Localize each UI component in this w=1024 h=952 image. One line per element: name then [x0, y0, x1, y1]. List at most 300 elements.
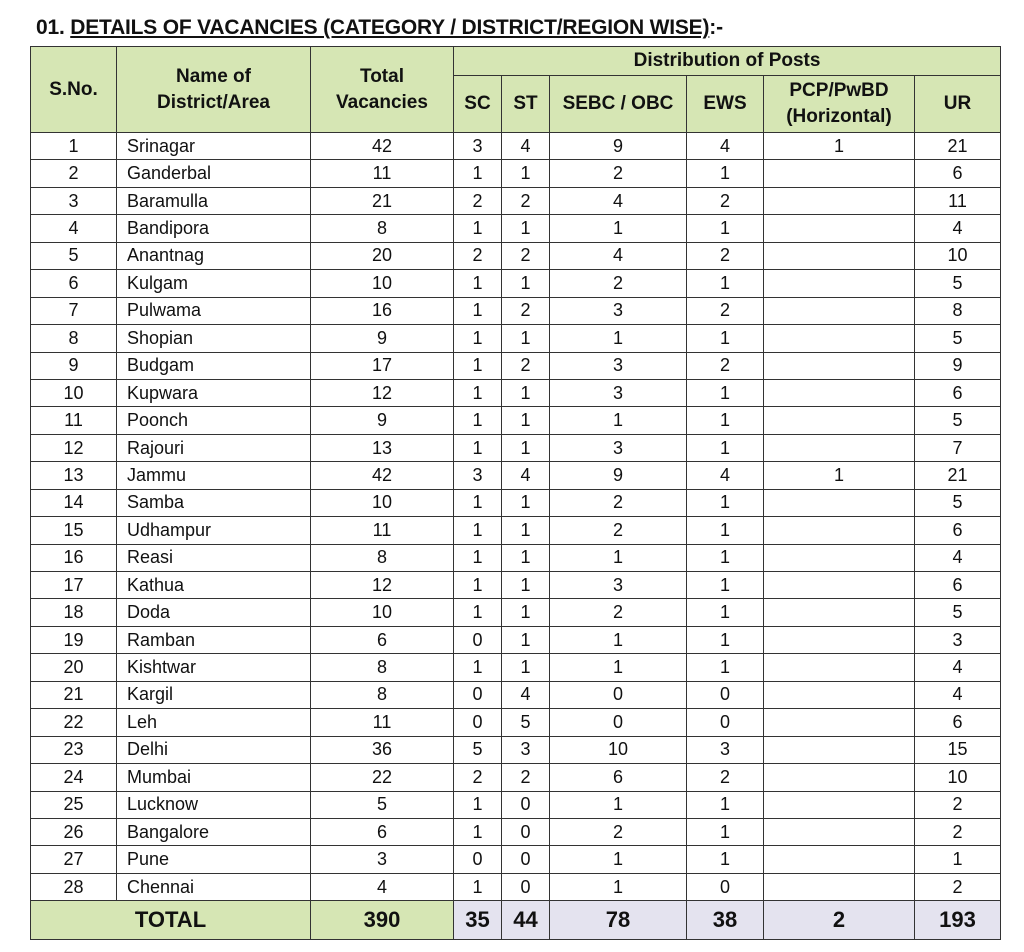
section-title: DETAILS OF VACANCIES (CATEGORY / DISTRICT/REGION WISE) [70, 16, 710, 39]
cell-obc: 2 [550, 818, 687, 845]
cell-obc: 3 [550, 572, 687, 599]
total-obc: 78 [550, 901, 687, 940]
cell-ur: 7 [915, 434, 1001, 461]
cell-ur: 5 [915, 407, 1001, 434]
cell-district: Mumbai [117, 764, 311, 791]
cell-district: Ramban [117, 626, 311, 653]
cell-st: 1 [502, 572, 550, 599]
header-obc: SEBC / OBC [550, 76, 687, 133]
cell-ur: 2 [915, 791, 1001, 818]
cell-pcp [764, 681, 915, 708]
cell-obc: 2 [550, 489, 687, 516]
table-row [31, 489, 1001, 516]
cell-total: 11 [311, 709, 454, 736]
cell-district: Baramulla [117, 187, 311, 214]
cell-ews: 1 [687, 654, 764, 681]
cell-sc: 3 [454, 133, 502, 160]
total-st: 44 [502, 901, 550, 940]
cell-sno: 18 [31, 599, 117, 626]
cell-sc: 1 [454, 297, 502, 324]
cell-district: Pulwama [117, 297, 311, 324]
cell-obc: 4 [550, 242, 687, 269]
cell-st: 0 [502, 873, 550, 900]
cell-ews: 2 [687, 297, 764, 324]
cell-pcp [764, 297, 915, 324]
cell-district: Doda [117, 599, 311, 626]
cell-ur: 9 [915, 352, 1001, 379]
cell-ews: 1 [687, 626, 764, 653]
vacancies-table [30, 46, 1001, 940]
cell-obc: 1 [550, 215, 687, 242]
cell-sc: 2 [454, 187, 502, 214]
cell-district: Samba [117, 489, 311, 516]
header-pcp-line1: PCP/PwBD [789, 80, 889, 101]
cell-ur: 15 [915, 736, 1001, 763]
cell-ews: 2 [687, 242, 764, 269]
cell-total: 22 [311, 764, 454, 791]
cell-obc: 9 [550, 133, 687, 160]
cell-st: 2 [502, 187, 550, 214]
cell-sno: 7 [31, 297, 117, 324]
cell-ews: 2 [687, 352, 764, 379]
cell-obc: 4 [550, 187, 687, 214]
cell-st: 2 [502, 297, 550, 324]
cell-pcp [764, 160, 915, 187]
section-suffix: :- [709, 16, 723, 39]
cell-pcp [764, 626, 915, 653]
cell-district: Kulgam [117, 270, 311, 297]
cell-st: 1 [502, 379, 550, 406]
total-row [31, 901, 1001, 940]
cell-sc: 1 [454, 325, 502, 352]
cell-district: Kathua [117, 572, 311, 599]
cell-district: Ganderbal [117, 160, 311, 187]
total-ews: 38 [687, 901, 764, 940]
cell-sc: 1 [454, 434, 502, 461]
cell-ews: 1 [687, 572, 764, 599]
cell-sno: 6 [31, 270, 117, 297]
cell-ur: 4 [915, 654, 1001, 681]
cell-sno: 25 [31, 791, 117, 818]
cell-obc: 1 [550, 791, 687, 818]
table-row [31, 709, 1001, 736]
cell-pcp [764, 544, 915, 571]
cell-ur: 4 [915, 681, 1001, 708]
cell-ews: 1 [687, 434, 764, 461]
cell-ur: 4 [915, 215, 1001, 242]
cell-ews: 2 [687, 187, 764, 214]
table-row [31, 379, 1001, 406]
cell-st: 0 [502, 818, 550, 845]
cell-sno: 17 [31, 572, 117, 599]
cell-pcp: 1 [764, 133, 915, 160]
cell-district: Reasi [117, 544, 311, 571]
header-pcp [764, 76, 915, 133]
cell-sno: 24 [31, 764, 117, 791]
total-sc: 35 [454, 901, 502, 940]
cell-pcp [764, 187, 915, 214]
cell-sc: 1 [454, 544, 502, 571]
cell-total: 6 [311, 626, 454, 653]
cell-pcp [764, 434, 915, 461]
cell-ews: 1 [687, 818, 764, 845]
cell-st: 1 [502, 654, 550, 681]
cell-ews: 0 [687, 681, 764, 708]
cell-sno: 28 [31, 873, 117, 900]
table-row [31, 791, 1001, 818]
cell-sc: 5 [454, 736, 502, 763]
cell-sc: 1 [454, 873, 502, 900]
cell-pcp [764, 489, 915, 516]
cell-sno: 3 [31, 187, 117, 214]
table-row [31, 764, 1001, 791]
cell-sno: 9 [31, 352, 117, 379]
cell-pcp [764, 873, 915, 900]
cell-district: Leh [117, 709, 311, 736]
cell-obc: 10 [550, 736, 687, 763]
cell-sno: 5 [31, 242, 117, 269]
cell-ews: 0 [687, 873, 764, 900]
cell-pcp [764, 379, 915, 406]
cell-total: 4 [311, 873, 454, 900]
cell-pcp [764, 818, 915, 845]
cell-ur: 2 [915, 873, 1001, 900]
cell-ur: 10 [915, 242, 1001, 269]
header-district [117, 47, 311, 133]
cell-district: Poonch [117, 407, 311, 434]
cell-obc: 1 [550, 626, 687, 653]
cell-st: 1 [502, 407, 550, 434]
cell-ur: 3 [915, 626, 1001, 653]
cell-ews: 1 [687, 160, 764, 187]
cell-st: 2 [502, 242, 550, 269]
cell-total: 8 [311, 215, 454, 242]
cell-st: 5 [502, 709, 550, 736]
cell-total: 17 [311, 352, 454, 379]
cell-ur: 6 [915, 379, 1001, 406]
header-total-line2: Vacancies [336, 91, 428, 113]
table-row [31, 215, 1001, 242]
cell-st: 1 [502, 325, 550, 352]
cell-obc: 2 [550, 517, 687, 544]
table-row [31, 517, 1001, 544]
table-row [31, 160, 1001, 187]
cell-obc: 3 [550, 434, 687, 461]
table-row [31, 242, 1001, 269]
cell-st: 3 [502, 736, 550, 763]
cell-total: 8 [311, 654, 454, 681]
cell-ews: 1 [687, 599, 764, 626]
cell-sc: 3 [454, 462, 502, 489]
table-row [31, 434, 1001, 461]
cell-ews: 4 [687, 133, 764, 160]
cell-ur: 6 [915, 160, 1001, 187]
cell-obc: 2 [550, 599, 687, 626]
header-ews: EWS [687, 76, 764, 133]
cell-district: Kupwara [117, 379, 311, 406]
table-row [31, 462, 1001, 489]
cell-st: 1 [502, 599, 550, 626]
total-vacancies: 390 [311, 901, 454, 940]
cell-pcp [764, 764, 915, 791]
cell-sc: 0 [454, 709, 502, 736]
cell-sc: 1 [454, 818, 502, 845]
cell-st: 4 [502, 462, 550, 489]
table-row [31, 873, 1001, 900]
cell-district: Delhi [117, 736, 311, 763]
cell-st: 1 [502, 517, 550, 544]
header-sno: S.No. [31, 47, 117, 133]
cell-sc: 2 [454, 242, 502, 269]
cell-sc: 1 [454, 352, 502, 379]
cell-ur: 21 [915, 462, 1001, 489]
table-row [31, 297, 1001, 324]
cell-obc: 0 [550, 709, 687, 736]
cell-ur: 10 [915, 764, 1001, 791]
cell-sno: 8 [31, 325, 117, 352]
cell-obc: 6 [550, 764, 687, 791]
cell-total: 5 [311, 791, 454, 818]
cell-total: 20 [311, 242, 454, 269]
header-ur: UR [915, 76, 1001, 133]
cell-ews: 1 [687, 379, 764, 406]
cell-ews: 1 [687, 215, 764, 242]
cell-total: 12 [311, 572, 454, 599]
header-district-line2: District/Area [157, 91, 270, 113]
cell-district: Bangalore [117, 818, 311, 845]
cell-pcp [764, 352, 915, 379]
cell-st: 4 [502, 133, 550, 160]
cell-sc: 1 [454, 407, 502, 434]
cell-st: 1 [502, 160, 550, 187]
cell-district: Pune [117, 846, 311, 873]
cell-ur: 4 [915, 544, 1001, 571]
cell-ur: 5 [915, 270, 1001, 297]
cell-ews: 1 [687, 846, 764, 873]
cell-total: 16 [311, 297, 454, 324]
cell-total: 36 [311, 736, 454, 763]
table-row [31, 133, 1001, 160]
cell-total: 12 [311, 379, 454, 406]
cell-sc: 1 [454, 379, 502, 406]
cell-total: 9 [311, 407, 454, 434]
cell-sc: 0 [454, 626, 502, 653]
cell-total: 11 [311, 160, 454, 187]
table-row [31, 599, 1001, 626]
cell-ur: 5 [915, 325, 1001, 352]
cell-st: 2 [502, 764, 550, 791]
cell-district: Rajouri [117, 434, 311, 461]
cell-sno: 22 [31, 709, 117, 736]
cell-sno: 2 [31, 160, 117, 187]
table-row [31, 736, 1001, 763]
cell-st: 0 [502, 791, 550, 818]
cell-ur: 2 [915, 818, 1001, 845]
table-row [31, 681, 1001, 708]
cell-sc: 1 [454, 572, 502, 599]
table-row [31, 187, 1001, 214]
cell-pcp [764, 791, 915, 818]
cell-district: Chennai [117, 873, 311, 900]
cell-ews: 1 [687, 791, 764, 818]
cell-ews: 3 [687, 736, 764, 763]
cell-pcp [764, 736, 915, 763]
cell-obc: 1 [550, 544, 687, 571]
cell-pcp [764, 407, 915, 434]
cell-total: 11 [311, 517, 454, 544]
header-st: ST [502, 76, 550, 133]
cell-sno: 1 [31, 133, 117, 160]
cell-sc: 1 [454, 791, 502, 818]
cell-pcp [764, 654, 915, 681]
cell-sno: 26 [31, 818, 117, 845]
cell-obc: 2 [550, 160, 687, 187]
cell-district: Jammu [117, 462, 311, 489]
cell-ur: 11 [915, 187, 1001, 214]
cell-ews: 0 [687, 709, 764, 736]
cell-pcp [764, 599, 915, 626]
header-sc: SC [454, 76, 502, 133]
cell-ews: 1 [687, 544, 764, 571]
cell-district: Shopian [117, 325, 311, 352]
table-row [31, 407, 1001, 434]
cell-st: 1 [502, 434, 550, 461]
table-row [31, 352, 1001, 379]
cell-total: 10 [311, 489, 454, 516]
cell-obc: 1 [550, 325, 687, 352]
section-heading [36, 16, 723, 40]
cell-ews: 1 [687, 489, 764, 516]
cell-sno: 23 [31, 736, 117, 763]
cell-sno: 15 [31, 517, 117, 544]
cell-ur: 1 [915, 846, 1001, 873]
cell-sno: 10 [31, 379, 117, 406]
section-number: 01. [36, 16, 65, 39]
cell-district: Srinagar [117, 133, 311, 160]
cell-district: Lucknow [117, 791, 311, 818]
cell-district: Anantnag [117, 242, 311, 269]
cell-obc: 3 [550, 352, 687, 379]
cell-st: 4 [502, 681, 550, 708]
cell-sno: 27 [31, 846, 117, 873]
table-body [31, 133, 1001, 901]
cell-sno: 13 [31, 462, 117, 489]
cell-total: 21 [311, 187, 454, 214]
cell-sc: 1 [454, 517, 502, 544]
cell-pcp [764, 270, 915, 297]
cell-sc: 0 [454, 846, 502, 873]
cell-total: 10 [311, 599, 454, 626]
cell-pcp [764, 709, 915, 736]
cell-ews: 4 [687, 462, 764, 489]
table-row [31, 544, 1001, 571]
cell-sno: 4 [31, 215, 117, 242]
cell-total: 8 [311, 681, 454, 708]
cell-sc: 1 [454, 215, 502, 242]
cell-obc: 3 [550, 297, 687, 324]
cell-obc: 1 [550, 654, 687, 681]
table-row [31, 818, 1001, 845]
table-row [31, 654, 1001, 681]
header-pcp-line2: (Horizontal) [786, 106, 892, 127]
cell-total: 42 [311, 462, 454, 489]
total-label: TOTAL [31, 901, 311, 940]
cell-sno: 11 [31, 407, 117, 434]
cell-pcp [764, 517, 915, 544]
cell-ews: 1 [687, 270, 764, 297]
table-row [31, 270, 1001, 297]
cell-st: 1 [502, 626, 550, 653]
header-distribution: Distribution of Posts [454, 47, 1001, 76]
cell-st: 1 [502, 215, 550, 242]
cell-ews: 1 [687, 517, 764, 544]
cell-obc: 2 [550, 270, 687, 297]
cell-pcp [764, 242, 915, 269]
cell-sno: 14 [31, 489, 117, 516]
cell-obc: 3 [550, 379, 687, 406]
cell-st: 0 [502, 846, 550, 873]
cell-district: Udhampur [117, 517, 311, 544]
header-total-vacancies [311, 47, 454, 133]
cell-sc: 1 [454, 599, 502, 626]
cell-district: Kishtwar [117, 654, 311, 681]
cell-sc: 1 [454, 160, 502, 187]
cell-sno: 16 [31, 544, 117, 571]
cell-obc: 1 [550, 846, 687, 873]
cell-sno: 12 [31, 434, 117, 461]
cell-total: 6 [311, 818, 454, 845]
table-row [31, 846, 1001, 873]
cell-sc: 2 [454, 764, 502, 791]
cell-st: 1 [502, 544, 550, 571]
table-row [31, 626, 1001, 653]
cell-ews: 1 [687, 325, 764, 352]
cell-pcp [764, 846, 915, 873]
cell-total: 9 [311, 325, 454, 352]
header-total-line1: Total [360, 65, 404, 87]
cell-sc: 1 [454, 489, 502, 516]
cell-district: Kargil [117, 681, 311, 708]
cell-district: Bandipora [117, 215, 311, 242]
cell-st: 1 [502, 489, 550, 516]
cell-pcp [764, 325, 915, 352]
cell-ur: 6 [915, 517, 1001, 544]
cell-obc: 0 [550, 681, 687, 708]
cell-ews: 1 [687, 407, 764, 434]
cell-total: 13 [311, 434, 454, 461]
cell-pcp [764, 215, 915, 242]
cell-ur: 21 [915, 133, 1001, 160]
total-ur: 193 [915, 901, 1001, 940]
cell-total: 3 [311, 846, 454, 873]
cell-sc: 1 [454, 270, 502, 297]
cell-total: 42 [311, 133, 454, 160]
cell-ur: 8 [915, 297, 1001, 324]
cell-obc: 1 [550, 873, 687, 900]
cell-pcp: 1 [764, 462, 915, 489]
cell-pcp [764, 572, 915, 599]
header-district-line1: Name of [176, 65, 251, 87]
table-row [31, 572, 1001, 599]
cell-total: 10 [311, 270, 454, 297]
cell-ur: 6 [915, 572, 1001, 599]
cell-total: 8 [311, 544, 454, 571]
table-row [31, 325, 1001, 352]
cell-obc: 1 [550, 407, 687, 434]
cell-st: 1 [502, 270, 550, 297]
cell-ur: 6 [915, 709, 1001, 736]
cell-sno: 19 [31, 626, 117, 653]
